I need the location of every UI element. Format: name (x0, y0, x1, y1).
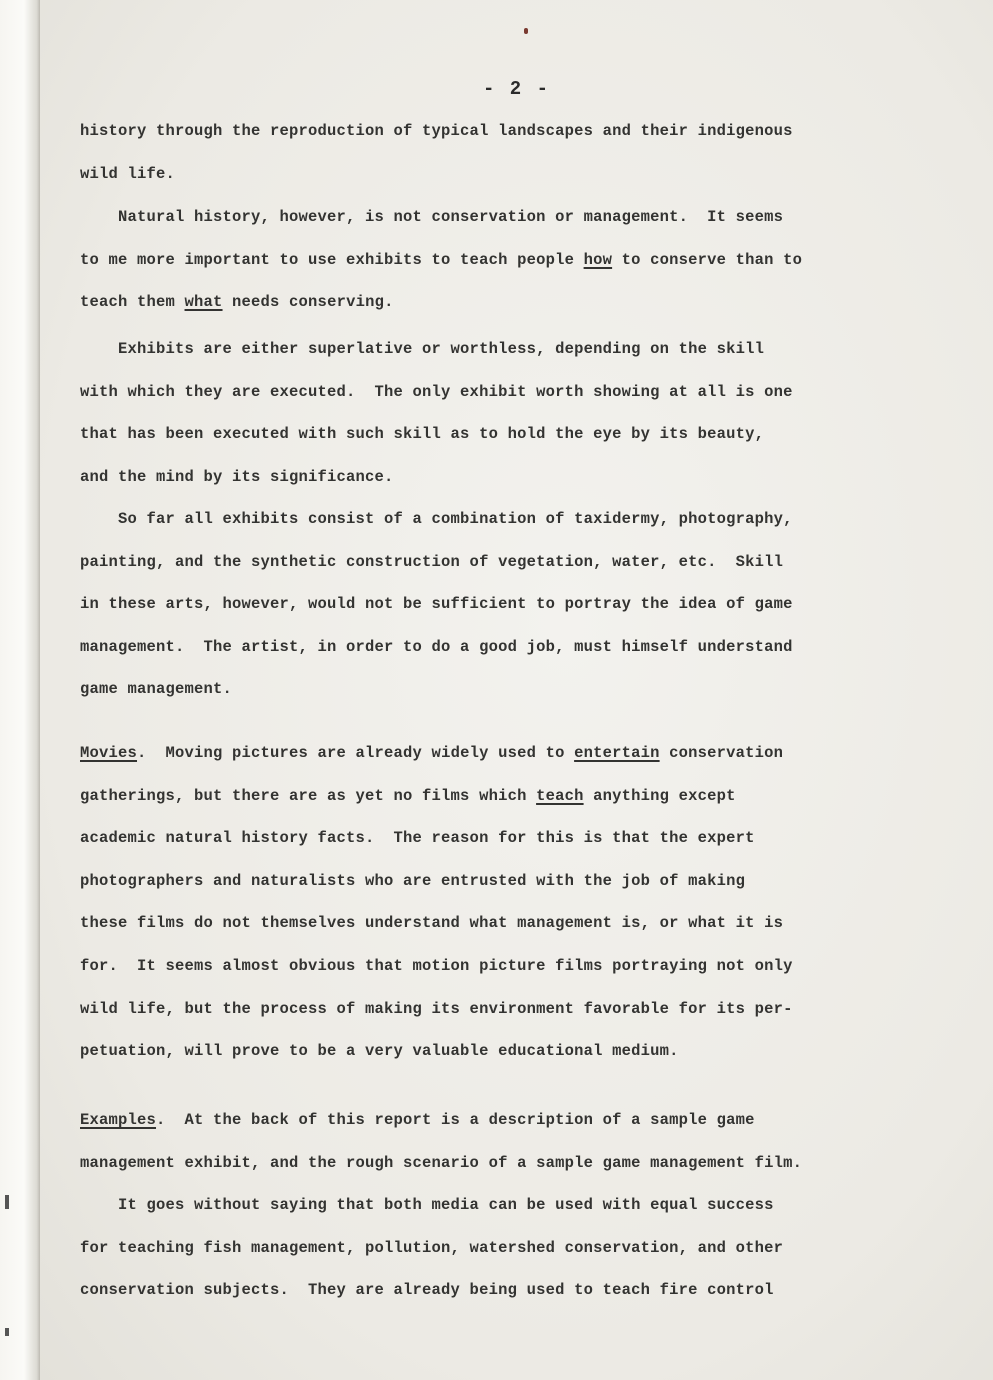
text-line (80, 957, 793, 975)
text-segment: with which they are executed. The only exhibit worth showing at all is one (80, 382, 793, 401)
text-segment: and the mind by its significance. (80, 467, 394, 486)
underlined-text: teach (536, 786, 584, 805)
text-segment: . At the back of this report is a description of a sample game (156, 1111, 755, 1129)
text-segment: for. It seems almost obvious that motion picture films portraying not only (80, 957, 793, 975)
underlined-text: Examples (80, 1111, 157, 1129)
text-segment: Natural history, however, is not conservation or management. It seems (80, 208, 784, 226)
text-segment: game management. (80, 680, 233, 699)
text-segment: management exhibit, and the rough scenario of a sample game management film. (80, 1153, 803, 1172)
text-segment: in these arts, however, would not be sufficient to portray the idea of game (80, 595, 793, 614)
text-line (80, 744, 783, 762)
text-line (80, 208, 783, 226)
text-line (80, 293, 394, 311)
text-line (80, 680, 232, 698)
text-segment: management. The artist, in order to do a good job, must himself understand (80, 637, 793, 656)
text-line (80, 425, 764, 443)
ink-mark (524, 28, 528, 34)
text-line (80, 553, 783, 571)
text-segment: academic natural history facts. The reason for this is that the expert (80, 829, 755, 848)
text-segment: conservation (659, 744, 784, 762)
text-segment: teach them (80, 293, 185, 312)
text-segment: So far all exhibits consist of a combination of taxidermy, photography, (80, 510, 793, 528)
binding-tick-mark (5, 1328, 9, 1336)
binding-tick-mark (5, 1195, 9, 1209)
text-line (80, 595, 793, 613)
page-binding-edge (0, 0, 40, 1380)
text-line (80, 1154, 802, 1172)
text-segment: painting, and the synthetic construction of vegetation, water, etc. Skill (80, 552, 784, 571)
text-line (80, 251, 802, 269)
text-segment: It goes without saying that both media can be used with equal success (80, 1196, 774, 1214)
text-segment: needs conserving. (222, 293, 394, 312)
text-line (80, 383, 793, 401)
text-line (80, 468, 394, 486)
text-segment: petuation, will prove to be a very valuable educational medium. (80, 1042, 679, 1061)
text-segment: anything except (583, 786, 736, 805)
text-line (80, 1042, 679, 1060)
underlined-text: how (583, 250, 613, 269)
text-line (80, 1000, 793, 1018)
text-line (80, 1281, 774, 1299)
underlined-text: Movies (80, 744, 138, 762)
text-line (80, 1196, 774, 1214)
text-line (80, 122, 793, 140)
text-segment: photographers and naturalists who are entrusted with the job of making (80, 871, 746, 890)
text-line (80, 165, 175, 183)
text-segment: history through the reproduction of typical landscapes and their indigenous (80, 122, 793, 140)
text-segment: . Moving pictures are already widely used to (137, 744, 575, 762)
text-segment: Exhibits are either superlative or worthless, depending on the skill (80, 340, 765, 358)
text-segment: to conserve than to (612, 250, 803, 269)
text-line (80, 829, 755, 847)
page-number: - 2 - (482, 78, 550, 100)
text-line (80, 872, 745, 890)
underlined-text: entertain (574, 744, 660, 762)
underlined-text: what (184, 293, 223, 312)
text-line (80, 340, 764, 358)
text-segment: for teaching fish management, pollution, watershed conservation, and other (80, 1238, 784, 1257)
text-line (80, 914, 783, 932)
text-segment: to me more important to use exhibits to teach people (80, 250, 584, 269)
text-line (80, 638, 793, 656)
text-line (80, 510, 793, 528)
document-page (40, 0, 993, 1380)
text-line (80, 787, 736, 805)
text-line (80, 1111, 755, 1129)
text-segment: wild life, but the process of making its environment favorable for its per- (80, 999, 793, 1018)
text-segment: gatherings, but there are as yet no films which (80, 786, 537, 805)
text-line (80, 1239, 783, 1257)
text-segment: wild life. (80, 164, 176, 183)
text-segment: these films do not themselves understand what management is, or what it is (80, 914, 784, 933)
text-segment: conservation subjects. They are already being used to teach fire control (80, 1281, 774, 1300)
text-segment: that has been executed with such skill as to hold the eye by its beauty, (80, 425, 765, 444)
